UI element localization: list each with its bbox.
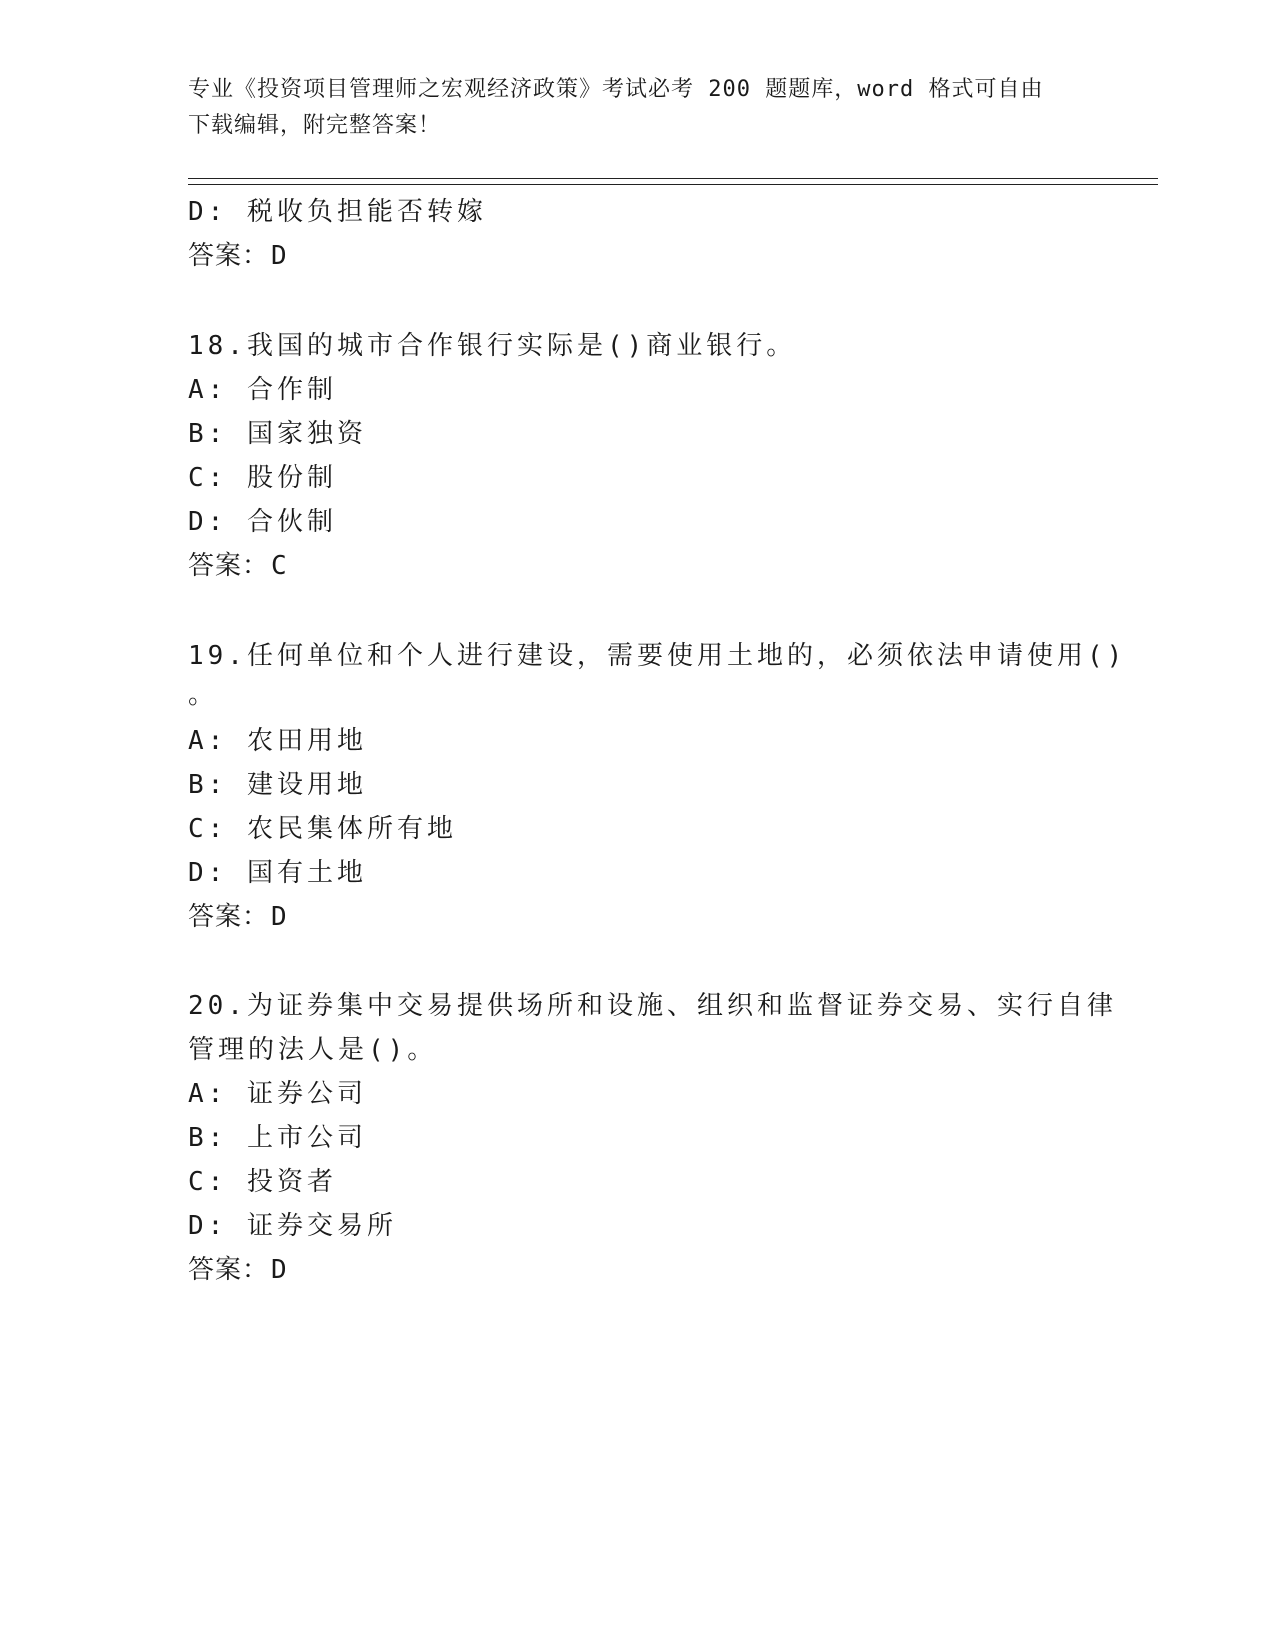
q19-option-c: C: 农民集体所有地: [188, 814, 457, 844]
q19-option-b: B: 建设用地: [188, 770, 367, 800]
q18-option-c: C: 股份制: [188, 463, 337, 493]
q20-answer: [188, 1255, 288, 1285]
q18-question: 18.我国的城市合作银行实际是()商业银行。: [188, 331, 797, 361]
q19-question-line-2: 。: [188, 680, 219, 710]
header-rule-top: [188, 178, 1158, 179]
q19-option-d: D: 国有土地: [188, 858, 367, 888]
q20-option-d: D: 证券交易所: [188, 1211, 397, 1241]
q20-question-line-2: 管理的法人是()。: [188, 1035, 438, 1065]
answer-label: 答案：: [188, 241, 270, 271]
header-rule-bottom: [188, 184, 1158, 185]
q18-option-a: A: 合作制: [188, 375, 337, 405]
answer-value: D: [271, 1255, 288, 1285]
answer-value: D: [271, 241, 288, 271]
answer-value: C: [271, 551, 288, 581]
prev-answer: [188, 241, 288, 271]
answer-label: 答案：: [188, 1255, 270, 1285]
q20-option-c: C: 投资者: [188, 1167, 337, 1197]
q20-option-b: B: 上市公司: [188, 1123, 367, 1153]
q19-answer: [188, 902, 288, 932]
q18-option-d: D: 合伙制: [188, 507, 337, 537]
document-header: [188, 72, 1068, 144]
q18-option-b: B: 国家独资: [188, 419, 367, 449]
header-line-2: 下载编辑，附完整答案！: [188, 113, 442, 138]
answer-label: 答案：: [188, 551, 270, 581]
q19-option-a: A: 农田用地: [188, 726, 367, 756]
prev-option-d: D: 税收负担能否转嫁: [188, 197, 487, 227]
q19-question-line-1: 19.任何单位和个人进行建设，需要使用土地的，必须依法申请使用(): [188, 641, 1127, 671]
header-line-1: 专业《投资项目管理师之宏观经济政策》考试必考 200 题题库，word 格式可自由: [188, 77, 1044, 102]
answer-label: 答案：: [188, 902, 270, 932]
q20-option-a: A: 证券公司: [188, 1079, 367, 1109]
q18-answer: [188, 551, 288, 581]
q20-question-line-1: 20.为证券集中交易提供场所和设施、组织和监督证券交易、实行自律: [188, 991, 1117, 1021]
answer-value: D: [271, 902, 288, 932]
